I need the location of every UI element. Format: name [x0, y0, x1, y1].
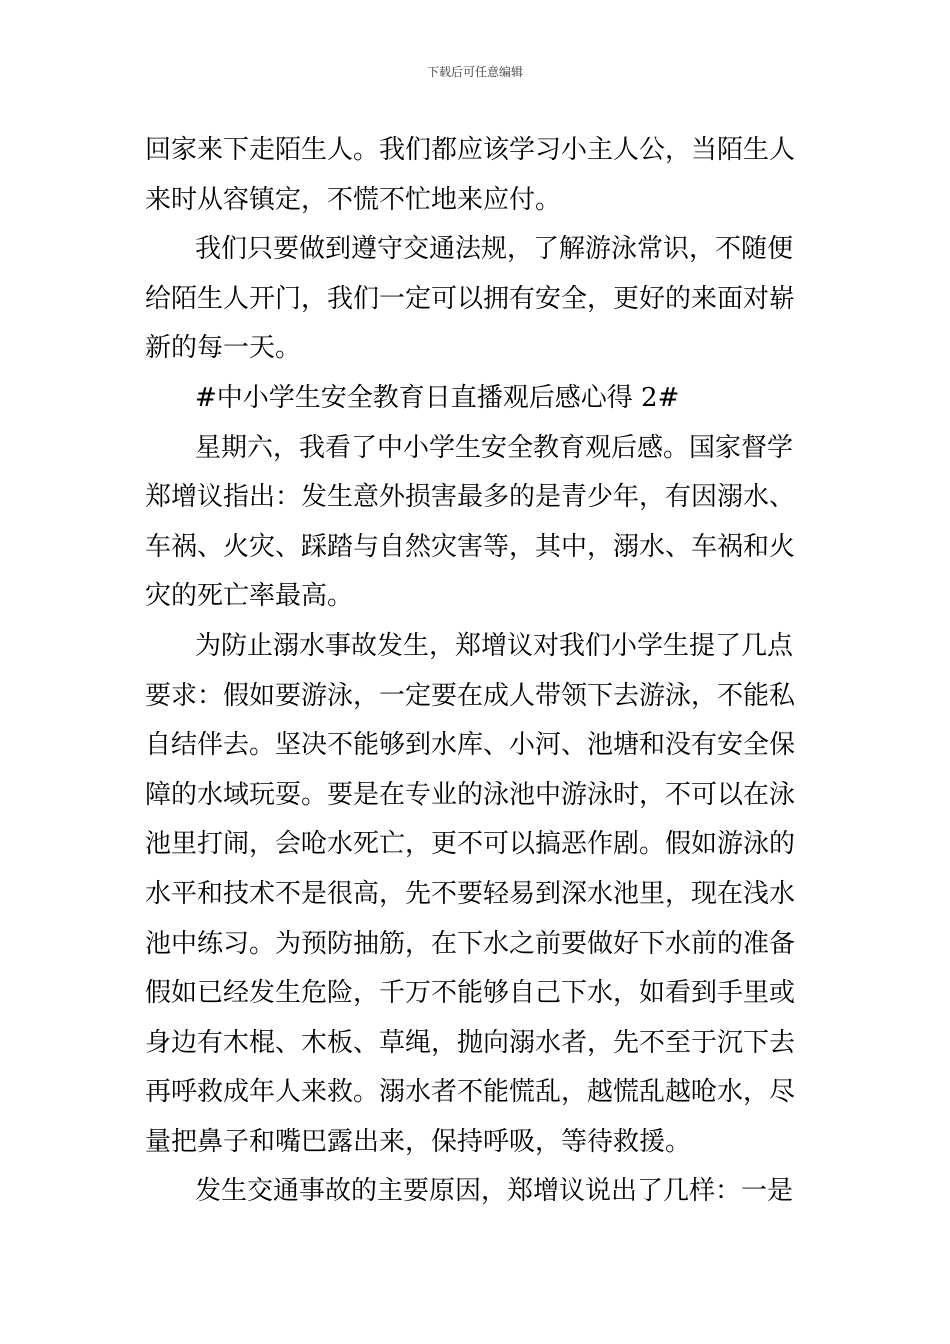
text-line: 再呼救成年人来救。溺水者不能慌乱，越慌乱越呛水，尽 [145, 1077, 796, 1108]
text-line: 池中练习。为预防抽筋，在下水之前要做好下水前的准备 [145, 928, 796, 959]
text-line: 新的每一天。 [145, 333, 302, 364]
text-line: 灾的死亡率最高。 [145, 581, 354, 612]
text-line: 星期六，我看了中小学生安全教育观后感。国家督学 [195, 432, 794, 463]
text-line: 自结伴去。坚决不能够到水库、小河、池塘和没有安全保 [145, 730, 796, 761]
text-line: 量把鼻子和嘴巴露出来，保持呼吸，等待救援。 [145, 1126, 692, 1157]
text-line: 车祸、火灾、踩踏与自然灾害等，其中，溺水、车祸和火 [145, 531, 796, 562]
text-line: 假如已经发生危险，千万不能够自己下水，如看到手里或 [145, 978, 796, 1009]
text-line: 为防止溺水事故发生，郑增议对我们小学生提了几点 [195, 630, 794, 661]
text-line: 我们只要做到遵守交通法规，了解游泳常识，不随便 [195, 234, 794, 265]
text-line: 池里打闹，会呛水死亡，更不可以搞恶作剧。假如游泳的 [145, 829, 796, 860]
page-header: 下载后可任意编辑 [426, 65, 523, 79]
text-line: 给陌生人开门，我们一定可以拥有安全，更好的来面对崭 [145, 283, 796, 314]
text-line: 发生交通事故的主要原因，郑增议说出了几样：一是 [195, 1176, 794, 1207]
text-line: 郑增议指出：发生意外损害最多的是青少年，有因溺水、 [145, 482, 796, 513]
text-line: 障的水域玩耍。要是在专业的泳池中游泳时，不可以在泳 [145, 779, 796, 810]
document-body [145, 126, 810, 1217]
text-line: 身边有木棍、木板、草绳，抛向溺水者，先不至于沉下去 [145, 1027, 796, 1058]
section-heading: #中小学生安全教育日直播观后感心得 2# [195, 382, 680, 413]
text-line: 水平和技术不是很高，先不要轻易到深水池里，现在浅水 [145, 878, 796, 909]
text-line: 来时从容镇定，不慌不忙地来应付。 [145, 184, 562, 215]
text-line: 回家来下走陌生人。我们都应该学习小主人公，当陌生人 [145, 135, 796, 165]
text-line: 要求：假如要游泳，一定要在成人带领下去游泳，不能私 [145, 680, 796, 711]
